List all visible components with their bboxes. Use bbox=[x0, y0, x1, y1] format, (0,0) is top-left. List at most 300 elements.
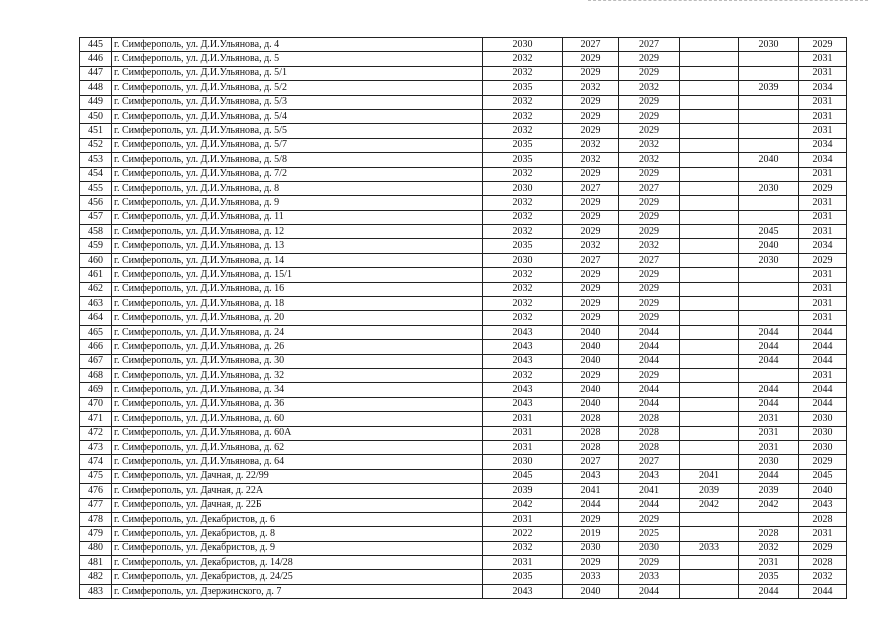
year-cell-3: 2027 bbox=[619, 38, 680, 52]
row-number-cell: 463 bbox=[80, 297, 112, 311]
year-cell-3: 2028 bbox=[619, 440, 680, 454]
table-row bbox=[80, 455, 847, 469]
year-cell-2: 2029 bbox=[563, 109, 619, 123]
year-cell-1: 2045 bbox=[483, 469, 563, 483]
year-cell-5: 2028 bbox=[739, 527, 799, 541]
address-cell: г. Симферополь, ул. Д.И.Ульянова, д. 20 bbox=[112, 311, 483, 325]
year-cell-3: 2030 bbox=[619, 541, 680, 555]
row-number-cell: 467 bbox=[80, 354, 112, 368]
year-cell-4 bbox=[680, 153, 739, 167]
year-cell-3: 2027 bbox=[619, 181, 680, 195]
year-cell-5 bbox=[739, 138, 799, 152]
year-cell-6: 2029 bbox=[799, 38, 847, 52]
year-cell-5 bbox=[739, 282, 799, 296]
year-cell-5: 2031 bbox=[739, 556, 799, 570]
address-cell: г. Симферополь, ул. Д.И.Ульянова, д. 18 bbox=[112, 297, 483, 311]
year-cell-2: 2040 bbox=[563, 397, 619, 411]
year-cell-1: 2035 bbox=[483, 81, 563, 95]
year-cell-6: 2031 bbox=[799, 109, 847, 123]
table-row bbox=[80, 225, 847, 239]
row-number-cell: 465 bbox=[80, 325, 112, 339]
year-cell-2: 2040 bbox=[563, 584, 619, 598]
address-cell: г. Симферополь, ул. Д.И.Ульянова, д. 24 bbox=[112, 325, 483, 339]
year-cell-6: 2031 bbox=[799, 311, 847, 325]
year-cell-4 bbox=[680, 512, 739, 526]
row-number-cell: 479 bbox=[80, 527, 112, 541]
table-row bbox=[80, 52, 847, 66]
year-cell-2: 2027 bbox=[563, 455, 619, 469]
year-cell-2: 2032 bbox=[563, 138, 619, 152]
year-cell-6: 2029 bbox=[799, 181, 847, 195]
address-cell: г. Симферополь, ул. Д.И.Ульянова, д. 64 bbox=[112, 455, 483, 469]
year-cell-3: 2029 bbox=[619, 167, 680, 181]
year-cell-6: 2044 bbox=[799, 383, 847, 397]
year-cell-6: 2031 bbox=[799, 196, 847, 210]
row-number-cell: 460 bbox=[80, 253, 112, 267]
year-cell-2: 2029 bbox=[563, 196, 619, 210]
year-cell-2: 2027 bbox=[563, 38, 619, 52]
row-number-cell: 447 bbox=[80, 66, 112, 80]
table-row bbox=[80, 109, 847, 123]
year-cell-5 bbox=[739, 297, 799, 311]
year-cell-2: 2029 bbox=[563, 95, 619, 109]
year-cell-1: 2043 bbox=[483, 383, 563, 397]
year-cell-3: 2044 bbox=[619, 325, 680, 339]
row-number-cell: 448 bbox=[80, 81, 112, 95]
row-number-cell: 477 bbox=[80, 498, 112, 512]
year-cell-5: 2044 bbox=[739, 354, 799, 368]
year-cell-6: 2034 bbox=[799, 239, 847, 253]
year-cell-5: 2044 bbox=[739, 325, 799, 339]
year-cell-5 bbox=[739, 52, 799, 66]
year-cell-1: 2032 bbox=[483, 95, 563, 109]
year-cell-2: 2028 bbox=[563, 426, 619, 440]
year-cell-1: 2031 bbox=[483, 412, 563, 426]
year-cell-1: 2032 bbox=[483, 368, 563, 382]
year-cell-5: 2031 bbox=[739, 440, 799, 454]
year-cell-5: 2044 bbox=[739, 340, 799, 354]
table-row bbox=[80, 340, 847, 354]
year-cell-1: 2035 bbox=[483, 138, 563, 152]
year-cell-3: 2032 bbox=[619, 81, 680, 95]
year-cell-6: 2044 bbox=[799, 397, 847, 411]
address-cell: г. Симферополь, ул. Д.И.Ульянова, д. 5/3 bbox=[112, 95, 483, 109]
year-cell-2: 2029 bbox=[563, 297, 619, 311]
address-cell: г. Симферополь, ул. Декабристов, д. 8 bbox=[112, 527, 483, 541]
year-cell-4 bbox=[680, 66, 739, 80]
table-row bbox=[80, 81, 847, 95]
address-cell: г. Симферополь, ул. Д.И.Ульянова, д. 13 bbox=[112, 239, 483, 253]
row-number-cell: 483 bbox=[80, 584, 112, 598]
table-row bbox=[80, 153, 847, 167]
year-cell-6: 2044 bbox=[799, 584, 847, 598]
year-cell-2: 2029 bbox=[563, 556, 619, 570]
year-cell-5: 2044 bbox=[739, 469, 799, 483]
address-cell: г. Симферополь, ул. Д.И.Ульянова, д. 26 bbox=[112, 340, 483, 354]
row-number-cell: 459 bbox=[80, 239, 112, 253]
year-cell-2: 2043 bbox=[563, 469, 619, 483]
year-cell-5: 2030 bbox=[739, 38, 799, 52]
year-cell-2: 2040 bbox=[563, 340, 619, 354]
table-row bbox=[80, 570, 847, 584]
year-cell-3: 2044 bbox=[619, 498, 680, 512]
row-number-cell: 454 bbox=[80, 167, 112, 181]
year-cell-2: 2029 bbox=[563, 512, 619, 526]
year-cell-4 bbox=[680, 81, 739, 95]
year-cell-2: 2030 bbox=[563, 541, 619, 555]
row-number-cell: 457 bbox=[80, 210, 112, 224]
row-number-cell: 451 bbox=[80, 124, 112, 138]
year-cell-6: 2031 bbox=[799, 297, 847, 311]
year-cell-6: 2040 bbox=[799, 484, 847, 498]
address-cell: г. Симферополь, ул. Д.И.Ульянова, д. 9 bbox=[112, 196, 483, 210]
table-row bbox=[80, 584, 847, 598]
address-cell: г. Симферополь, ул. Д.И.Ульянова, д. 30 bbox=[112, 354, 483, 368]
year-cell-5 bbox=[739, 196, 799, 210]
year-cell-4 bbox=[680, 253, 739, 267]
year-cell-1: 2030 bbox=[483, 38, 563, 52]
year-cell-1: 2035 bbox=[483, 239, 563, 253]
row-number-cell: 478 bbox=[80, 512, 112, 526]
year-cell-1: 2032 bbox=[483, 225, 563, 239]
table-row bbox=[80, 268, 847, 282]
year-cell-2: 2032 bbox=[563, 239, 619, 253]
table-row bbox=[80, 325, 847, 339]
year-cell-1: 2042 bbox=[483, 498, 563, 512]
address-cell: г. Симферополь, ул. Д.И.Ульянова, д. 32 bbox=[112, 368, 483, 382]
table-row bbox=[80, 181, 847, 195]
building-repair-schedule-table bbox=[79, 37, 847, 599]
year-cell-4 bbox=[680, 340, 739, 354]
address-cell: г. Симферополь, ул. Д.И.Ульянова, д. 62 bbox=[112, 440, 483, 454]
year-cell-1: 2031 bbox=[483, 512, 563, 526]
year-cell-5: 2039 bbox=[739, 81, 799, 95]
year-cell-3: 2029 bbox=[619, 225, 680, 239]
year-cell-2: 2040 bbox=[563, 325, 619, 339]
year-cell-1: 2032 bbox=[483, 167, 563, 181]
address-cell: г. Симферополь, ул. Д.И.Ульянова, д. 34 bbox=[112, 383, 483, 397]
row-number-cell: 475 bbox=[80, 469, 112, 483]
address-cell: г. Симферополь, ул. Д.И.Ульянова, д. 16 bbox=[112, 282, 483, 296]
year-cell-1: 2032 bbox=[483, 311, 563, 325]
year-cell-1: 2031 bbox=[483, 426, 563, 440]
year-cell-4 bbox=[680, 325, 739, 339]
year-cell-5 bbox=[739, 109, 799, 123]
address-cell: г. Симферополь, ул. Д.И.Ульянова, д. 5/7 bbox=[112, 138, 483, 152]
year-cell-4 bbox=[680, 297, 739, 311]
year-cell-2: 2029 bbox=[563, 368, 619, 382]
row-number-cell: 453 bbox=[80, 153, 112, 167]
address-cell: г. Симферополь, ул. Д.И.Ульянова, д. 11 bbox=[112, 210, 483, 224]
table-row bbox=[80, 66, 847, 80]
year-cell-5 bbox=[739, 124, 799, 138]
year-cell-1: 2043 bbox=[483, 340, 563, 354]
year-cell-6: 2044 bbox=[799, 325, 847, 339]
year-cell-6: 2045 bbox=[799, 469, 847, 483]
year-cell-4 bbox=[680, 109, 739, 123]
address-cell: г. Симферополь, ул. Д.И.Ульянова, д. 5/8 bbox=[112, 153, 483, 167]
year-cell-1: 2032 bbox=[483, 541, 563, 555]
year-cell-3: 2027 bbox=[619, 455, 680, 469]
year-cell-5: 2045 bbox=[739, 225, 799, 239]
year-cell-2: 2029 bbox=[563, 124, 619, 138]
row-number-cell: 480 bbox=[80, 541, 112, 555]
year-cell-4 bbox=[680, 239, 739, 253]
year-cell-1: 2032 bbox=[483, 268, 563, 282]
row-number-cell: 482 bbox=[80, 570, 112, 584]
year-cell-6: 2031 bbox=[799, 368, 847, 382]
year-cell-1: 2031 bbox=[483, 440, 563, 454]
year-cell-5 bbox=[739, 210, 799, 224]
year-cell-3: 2032 bbox=[619, 153, 680, 167]
row-number-cell: 464 bbox=[80, 311, 112, 325]
year-cell-2: 2029 bbox=[563, 52, 619, 66]
year-cell-5: 2040 bbox=[739, 239, 799, 253]
year-cell-3: 2029 bbox=[619, 268, 680, 282]
table-row bbox=[80, 138, 847, 152]
year-cell-4: 2042 bbox=[680, 498, 739, 512]
year-cell-2: 2029 bbox=[563, 282, 619, 296]
address-cell: г. Симферополь, ул. Д.И.Ульянова, д. 5/2 bbox=[112, 81, 483, 95]
year-cell-4 bbox=[680, 570, 739, 584]
year-cell-5: 2030 bbox=[739, 253, 799, 267]
year-cell-2: 2027 bbox=[563, 181, 619, 195]
address-cell: г. Симферополь, ул. Дачная, д. 22А bbox=[112, 484, 483, 498]
address-cell: г. Симферополь, ул. Д.И.Ульянова, д. 36 bbox=[112, 397, 483, 411]
row-number-cell: 472 bbox=[80, 426, 112, 440]
table-row bbox=[80, 368, 847, 382]
row-number-cell: 462 bbox=[80, 282, 112, 296]
table-row bbox=[80, 95, 847, 109]
year-cell-5: 2032 bbox=[739, 541, 799, 555]
table-row bbox=[80, 167, 847, 181]
year-cell-1: 2043 bbox=[483, 325, 563, 339]
year-cell-3: 2025 bbox=[619, 527, 680, 541]
year-cell-3: 2029 bbox=[619, 124, 680, 138]
row-number-cell: 455 bbox=[80, 181, 112, 195]
year-cell-4 bbox=[680, 225, 739, 239]
year-cell-5 bbox=[739, 311, 799, 325]
year-cell-4 bbox=[680, 556, 739, 570]
row-number-cell: 456 bbox=[80, 196, 112, 210]
year-cell-4 bbox=[680, 124, 739, 138]
year-cell-1: 2039 bbox=[483, 484, 563, 498]
year-cell-1: 2032 bbox=[483, 52, 563, 66]
year-cell-4 bbox=[680, 95, 739, 109]
year-cell-5: 2035 bbox=[739, 570, 799, 584]
year-cell-6: 2028 bbox=[799, 556, 847, 570]
year-cell-1: 2043 bbox=[483, 354, 563, 368]
row-number-cell: 461 bbox=[80, 268, 112, 282]
year-cell-2: 2040 bbox=[563, 354, 619, 368]
year-cell-4 bbox=[680, 440, 739, 454]
address-cell: г. Симферополь, ул. Д.И.Ульянова, д. 14 bbox=[112, 253, 483, 267]
year-cell-2: 2040 bbox=[563, 383, 619, 397]
year-cell-6: 2034 bbox=[799, 153, 847, 167]
year-cell-6: 2031 bbox=[799, 225, 847, 239]
row-number-cell: 452 bbox=[80, 138, 112, 152]
table-row bbox=[80, 541, 847, 555]
row-number-cell: 474 bbox=[80, 455, 112, 469]
year-cell-3: 2041 bbox=[619, 484, 680, 498]
year-cell-6: 2031 bbox=[799, 124, 847, 138]
year-cell-1: 2030 bbox=[483, 455, 563, 469]
address-cell: г. Симферополь, ул. Д.И.Ульянова, д. 4 bbox=[112, 38, 483, 52]
year-cell-4 bbox=[680, 584, 739, 598]
year-cell-3: 2043 bbox=[619, 469, 680, 483]
year-cell-6: 2043 bbox=[799, 498, 847, 512]
year-cell-4 bbox=[680, 354, 739, 368]
year-cell-6: 2044 bbox=[799, 354, 847, 368]
year-cell-1: 2032 bbox=[483, 210, 563, 224]
row-number-cell: 481 bbox=[80, 556, 112, 570]
year-cell-2: 2032 bbox=[563, 81, 619, 95]
year-cell-4 bbox=[680, 167, 739, 181]
year-cell-5 bbox=[739, 167, 799, 181]
address-cell: г. Симферополь, ул. Д.И.Ульянова, д. 12 bbox=[112, 225, 483, 239]
year-cell-6: 2031 bbox=[799, 527, 847, 541]
year-cell-6: 2029 bbox=[799, 253, 847, 267]
row-number-cell: 469 bbox=[80, 383, 112, 397]
year-cell-3: 2044 bbox=[619, 383, 680, 397]
table-row bbox=[80, 498, 847, 512]
year-cell-5 bbox=[739, 66, 799, 80]
year-cell-6: 2030 bbox=[799, 412, 847, 426]
year-cell-6: 2030 bbox=[799, 426, 847, 440]
table-row bbox=[80, 484, 847, 498]
address-cell: г. Симферополь, ул. Дачная, д. 22Б bbox=[112, 498, 483, 512]
year-cell-1: 2043 bbox=[483, 397, 563, 411]
year-cell-1: 2035 bbox=[483, 570, 563, 584]
year-cell-1: 2022 bbox=[483, 527, 563, 541]
address-cell: г. Симферополь, ул. Д.И.Ульянова, д. 5/5 bbox=[112, 124, 483, 138]
year-cell-3: 2029 bbox=[619, 297, 680, 311]
address-cell: г. Симферополь, ул. Декабристов, д. 9 bbox=[112, 541, 483, 555]
year-cell-5 bbox=[739, 368, 799, 382]
year-cell-3: 2044 bbox=[619, 584, 680, 598]
year-cell-1: 2035 bbox=[483, 153, 563, 167]
year-cell-4: 2033 bbox=[680, 541, 739, 555]
year-cell-3: 2029 bbox=[619, 556, 680, 570]
year-cell-3: 2029 bbox=[619, 196, 680, 210]
year-cell-4 bbox=[680, 268, 739, 282]
year-cell-5: 2044 bbox=[739, 383, 799, 397]
year-cell-2: 2041 bbox=[563, 484, 619, 498]
year-cell-3: 2044 bbox=[619, 354, 680, 368]
table-row bbox=[80, 512, 847, 526]
year-cell-2: 2029 bbox=[563, 268, 619, 282]
table-row bbox=[80, 556, 847, 570]
table-row bbox=[80, 38, 847, 52]
year-cell-4 bbox=[680, 412, 739, 426]
year-cell-2: 2028 bbox=[563, 412, 619, 426]
year-cell-4 bbox=[680, 282, 739, 296]
row-number-cell: 445 bbox=[80, 38, 112, 52]
year-cell-6: 2044 bbox=[799, 340, 847, 354]
year-cell-4 bbox=[680, 383, 739, 397]
year-cell-5 bbox=[739, 512, 799, 526]
year-cell-4: 2041 bbox=[680, 469, 739, 483]
year-cell-5: 2044 bbox=[739, 397, 799, 411]
year-cell-2: 2044 bbox=[563, 498, 619, 512]
year-cell-6: 2031 bbox=[799, 210, 847, 224]
row-number-cell: 466 bbox=[80, 340, 112, 354]
year-cell-1: 2043 bbox=[483, 584, 563, 598]
address-cell: г. Симферополь, ул. Декабристов, д. 6 bbox=[112, 512, 483, 526]
year-cell-1: 2030 bbox=[483, 253, 563, 267]
year-cell-3: 2029 bbox=[619, 52, 680, 66]
row-number-cell: 450 bbox=[80, 109, 112, 123]
year-cell-4 bbox=[680, 52, 739, 66]
year-cell-5: 2042 bbox=[739, 498, 799, 512]
address-cell: г. Симферополь, ул. Д.И.Ульянова, д. 7/2 bbox=[112, 167, 483, 181]
year-cell-6: 2031 bbox=[799, 52, 847, 66]
year-cell-3: 2028 bbox=[619, 426, 680, 440]
year-cell-5: 2044 bbox=[739, 584, 799, 598]
year-cell-2: 2032 bbox=[563, 153, 619, 167]
year-cell-3: 2044 bbox=[619, 340, 680, 354]
year-cell-4 bbox=[680, 210, 739, 224]
year-cell-1: 2032 bbox=[483, 282, 563, 296]
year-cell-6: 2030 bbox=[799, 440, 847, 454]
address-cell: г. Симферополь, ул. Дачная, д. 22/99 bbox=[112, 469, 483, 483]
row-number-cell: 476 bbox=[80, 484, 112, 498]
table-row bbox=[80, 253, 847, 267]
year-cell-6: 2031 bbox=[799, 268, 847, 282]
year-cell-4 bbox=[680, 196, 739, 210]
year-cell-5: 2031 bbox=[739, 426, 799, 440]
year-cell-5: 2030 bbox=[739, 455, 799, 469]
year-cell-4: 2039 bbox=[680, 484, 739, 498]
year-cell-5: 2030 bbox=[739, 181, 799, 195]
year-cell-3: 2027 bbox=[619, 253, 680, 267]
year-cell-3: 2032 bbox=[619, 138, 680, 152]
address-cell: г. Симферополь, ул. Декабристов, д. 14/28 bbox=[112, 556, 483, 570]
year-cell-1: 2032 bbox=[483, 124, 563, 138]
year-cell-4 bbox=[680, 455, 739, 469]
row-number-cell: 449 bbox=[80, 95, 112, 109]
address-cell: г. Симферополь, ул. Дзержинского, д. 7 bbox=[112, 584, 483, 598]
year-cell-3: 2029 bbox=[619, 368, 680, 382]
table-row bbox=[80, 282, 847, 296]
year-cell-5: 2040 bbox=[739, 153, 799, 167]
address-cell: г. Симферополь, ул. Д.И.Ульянова, д. 5 bbox=[112, 52, 483, 66]
table-row bbox=[80, 426, 847, 440]
table-row bbox=[80, 383, 847, 397]
table-row bbox=[80, 239, 847, 253]
table-row bbox=[80, 412, 847, 426]
year-cell-3: 2028 bbox=[619, 412, 680, 426]
year-cell-1: 2032 bbox=[483, 196, 563, 210]
year-cell-4 bbox=[680, 527, 739, 541]
table-row bbox=[80, 527, 847, 541]
year-cell-2: 2029 bbox=[563, 210, 619, 224]
row-number-cell: 446 bbox=[80, 52, 112, 66]
address-cell: г. Симферополь, ул. Д.И.Ульянова, д. 8 bbox=[112, 181, 483, 195]
year-cell-4 bbox=[680, 426, 739, 440]
year-cell-2: 2033 bbox=[563, 570, 619, 584]
year-cell-5: 2039 bbox=[739, 484, 799, 498]
year-cell-6: 2029 bbox=[799, 455, 847, 469]
year-cell-2: 2029 bbox=[563, 311, 619, 325]
address-cell: г. Симферополь, ул. Д.И.Ульянова, д. 60А bbox=[112, 426, 483, 440]
year-cell-2: 2019 bbox=[563, 527, 619, 541]
table-body bbox=[80, 38, 847, 599]
year-cell-3: 2032 bbox=[619, 239, 680, 253]
year-cell-3: 2033 bbox=[619, 570, 680, 584]
year-cell-3: 2029 bbox=[619, 95, 680, 109]
address-cell: г. Симферополь, ул. Декабристов, д. 24/25 bbox=[112, 570, 483, 584]
